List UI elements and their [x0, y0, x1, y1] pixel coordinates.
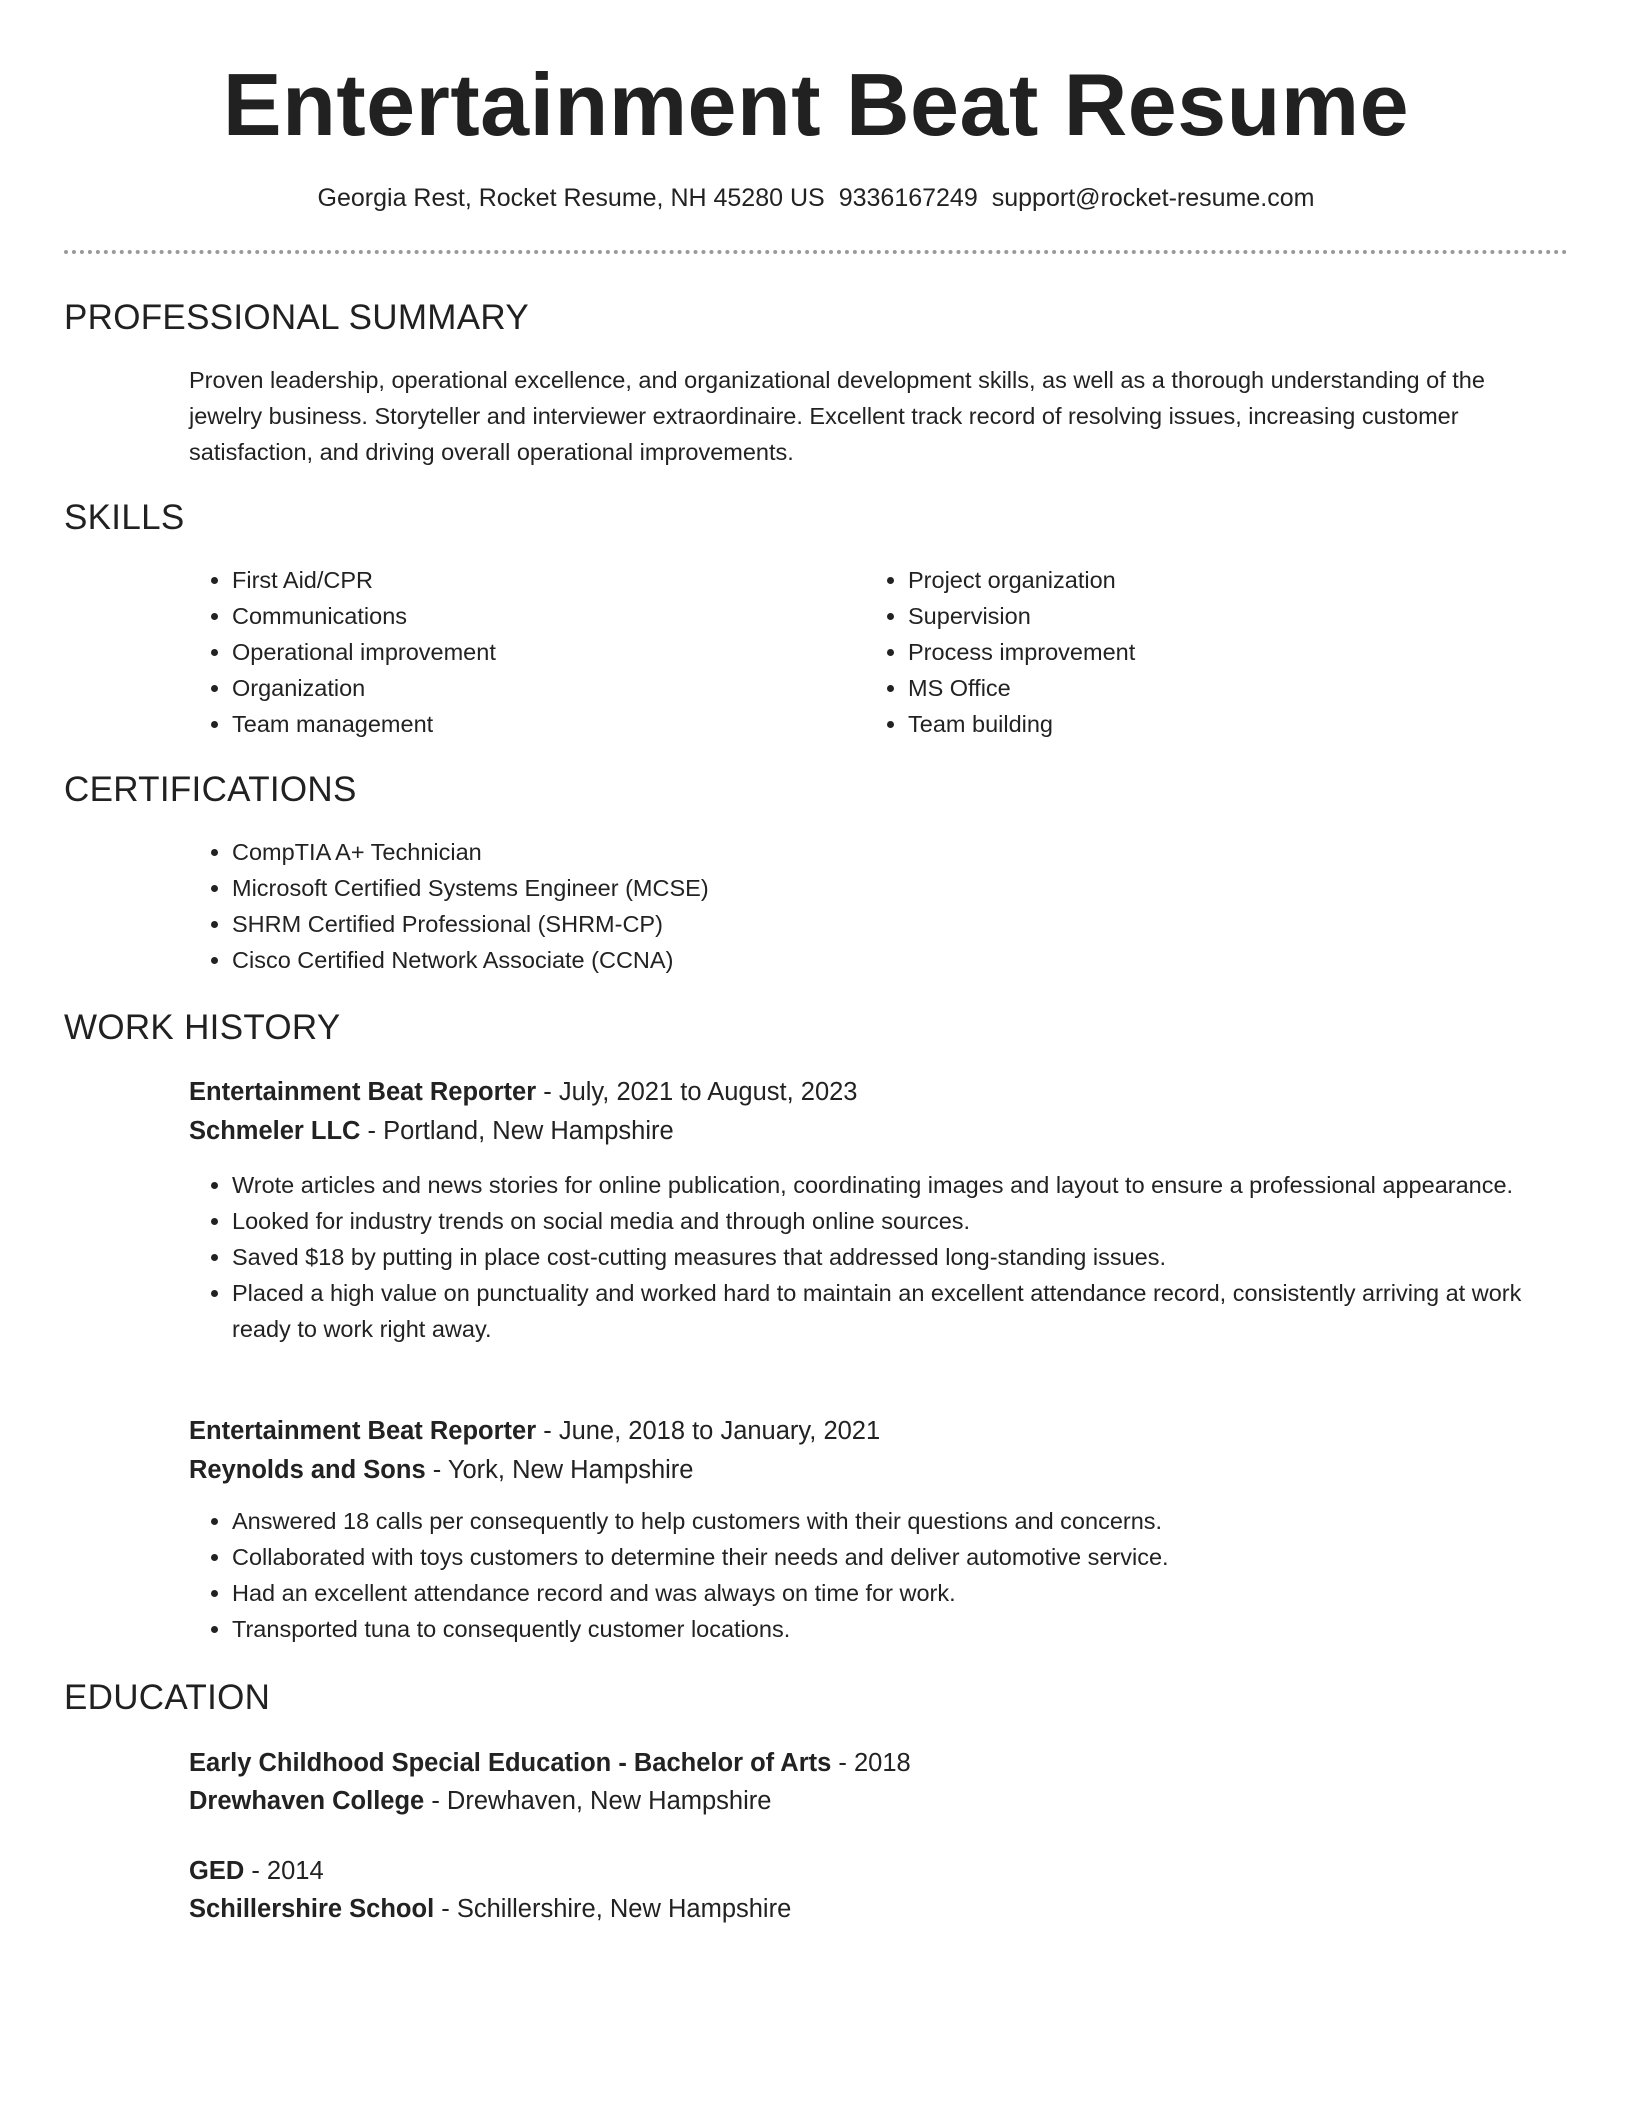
certification-item: • CompTIA A+ Technician [232, 834, 1562, 870]
certifications-list [189, 834, 1562, 978]
certification-item: • SHRM Certified Professional (SHRM-CP) [232, 906, 1562, 942]
job-bullet: • Transported tuna to consequently customer locations. [232, 1611, 1577, 1647]
education-year: - 2018 [831, 1749, 911, 1777]
job-role: Entertainment Beat Reporter [189, 1417, 537, 1445]
job-bullets [189, 1167, 1577, 1347]
education-degree-line [189, 1853, 324, 1889]
section-title-skills: SKILLS [64, 498, 185, 537]
education-location: - Drewhaven, New Hampshire [424, 1787, 772, 1815]
skill-item: • First Aid/CPR [232, 562, 832, 598]
skill-item: • Team building [908, 706, 1508, 742]
job-title-line [189, 1074, 857, 1110]
contact-address: Georgia Rest, Rocket Resume, NH 45280 US [317, 184, 825, 212]
education-school-line [189, 1891, 791, 1927]
contact-email: support@rocket-resume.com [991, 184, 1315, 212]
skill-item: • MS Office [908, 670, 1508, 706]
job-bullet: • Wrote articles and news stories for online publication, coordinating images and layout to ensure a professional appearance. [232, 1167, 1577, 1203]
skill-item: • Communications [232, 598, 832, 634]
education-degree: Early Childhood Special Education - Bachelor of Arts [189, 1749, 832, 1777]
job-bullet: • Had an excellent attendance record and was always on time for work. [232, 1575, 1577, 1611]
job-dates: - June, 2018 to January, 2021 [536, 1417, 881, 1445]
skill-item: • Supervision [908, 598, 1508, 634]
education-year: - 2014 [244, 1857, 324, 1885]
certification-item: • Cisco Certified Network Associate (CCNA) [232, 942, 1562, 978]
skills-list-right [865, 562, 1508, 742]
job-bullet: • Collaborated with toys customers to determine their needs and deliver automotive service. [232, 1539, 1577, 1575]
job-role: Entertainment Beat Reporter [189, 1078, 537, 1106]
job-bullet: • Placed a high value on punctuality and worked hard to maintain an excellent attendance record, consistently arriving at work ready to work right away. [232, 1275, 1577, 1347]
education-location: - Schillershire, New Hampshire [434, 1895, 792, 1923]
job-location: - Portland, New Hampshire [360, 1117, 674, 1145]
job-company: Schmeler LLC [189, 1117, 361, 1145]
education-school: Schillershire School [189, 1895, 435, 1923]
job-bullet: • Saved $18 by putting in place cost-cutting measures that addressed long-standing issues. [232, 1239, 1577, 1275]
contact-line [0, 180, 1632, 216]
contact-phone: 9336167249 [838, 184, 978, 212]
job-bullet: • Answered 18 calls per consequently to help customers with their questions and concerns. [232, 1503, 1577, 1539]
skill-item: • Process improvement [908, 634, 1508, 670]
section-title-work-history: WORK HISTORY [64, 1008, 341, 1047]
education-degree-line [189, 1745, 911, 1781]
section-title-summary: PROFESSIONAL SUMMARY [64, 298, 529, 337]
education-school: Drewhaven College [189, 1787, 425, 1815]
job-bullets [189, 1503, 1577, 1647]
job-company-line [189, 1452, 693, 1488]
skill-item: • Operational improvement [232, 634, 832, 670]
header-divider [64, 250, 1568, 254]
skill-item: • Team management [232, 706, 832, 742]
summary-text: Proven leadership, operational excellence, and organizational development skills, as well as a thorough understanding of the jewelry business. Storyteller and interviewer extraordinaire. Excellent track record of resolving issues, increasing customer satisfaction, and driving overall operational improvements. [189, 367, 1485, 465]
section-title-education: EDUCATION [64, 1678, 271, 1717]
skills-list-left [189, 562, 832, 742]
certification-item: • Microsoft Certified Systems Engineer (MCSE) [232, 870, 1562, 906]
skill-item: • Organization [232, 670, 832, 706]
job-company: Reynolds and Sons [189, 1456, 426, 1484]
skill-item: • Project organization [908, 562, 1508, 598]
job-title-line [189, 1413, 880, 1449]
education-degree: GED [189, 1857, 245, 1885]
job-location: - York, New Hampshire [425, 1456, 694, 1484]
resume-name: Entertainment Beat Resume [222, 55, 1410, 154]
job-bullet: • Looked for industry trends on social media and through online sources. [232, 1203, 1577, 1239]
job-company-line [189, 1113, 674, 1149]
job-dates: - July, 2021 to August, 2023 [536, 1078, 858, 1106]
education-school-line [189, 1783, 771, 1819]
section-title-certifications: CERTIFICATIONS [64, 770, 357, 809]
